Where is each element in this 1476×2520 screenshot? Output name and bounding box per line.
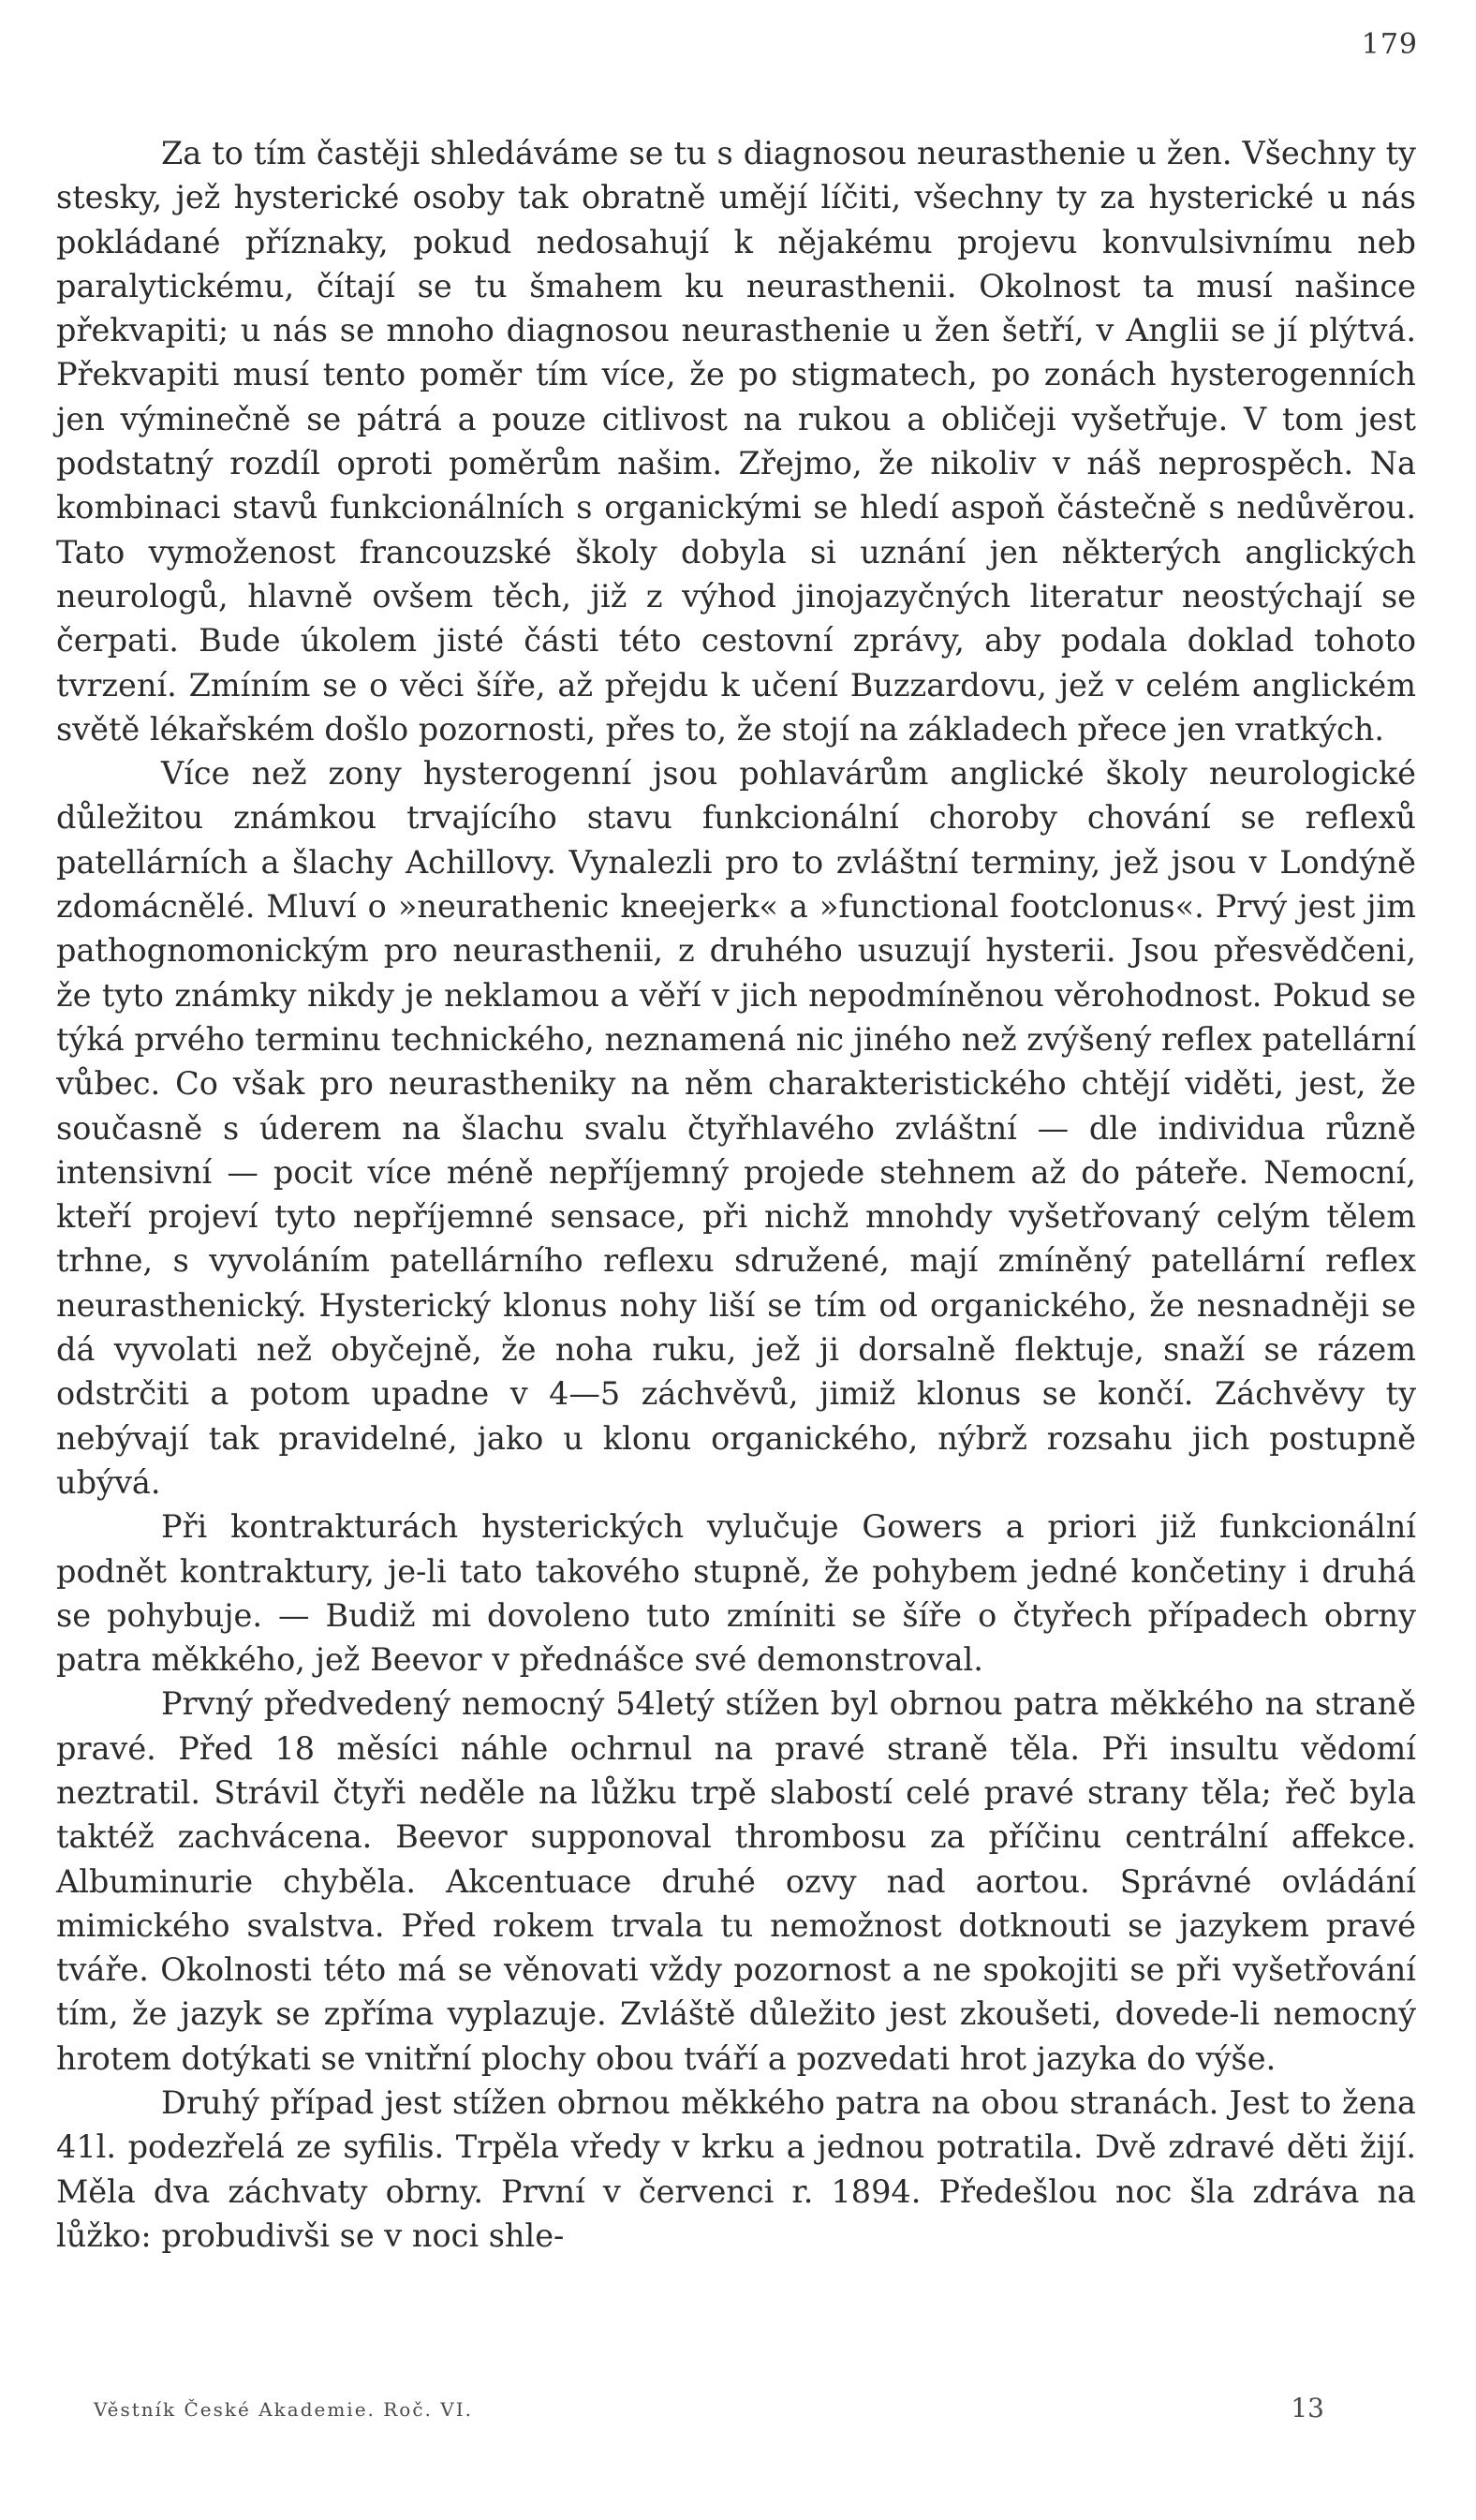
page-footer bbox=[94, 2393, 1405, 2436]
printer-signature-mark: 13 bbox=[1291, 2393, 1324, 2424]
body-text bbox=[56, 131, 1416, 2258]
paragraph: Při kontrakturách hysterických vylučuje Gowers a priori již funkcionální podnět kontraktury, je-li tato takového stupně, že pohybem jedné končetiny i druhá se pohybuje. — Budiž mi dovoleno tuto zmíniti se šíře o čtyřech případech obrny patra měkkého, jež Beevor v přednášce své demonstroval. bbox=[56, 1508, 1416, 1679]
journal-title: Věstník České Akademie. Roč. VI. bbox=[94, 2398, 473, 2421]
page-number: 179 bbox=[1361, 28, 1418, 61]
paragraph: Prvný předvedený nemocný 54letý stížen byl obrnou patra měkkého na straně pravé. Před 18 měsíci náhle ochrnul na pravé straně těla. Při insultu vědomí neztratil. Strávil čtyři neděle na lůžku trpě slabostí celé pravé strany těla; řeč byla taktéž zachvácena. Beevor supponoval thrombosu za příčinu centrální affekce. Albuminurie chyběla. Akcentuace druhé ozvy nad aortou. Správné ovládání mimického svalstva. Před rokem trvala tu nemožnost dotknouti se jazykem pravé tváře. Okolnosti této má se věnovati vždy pozornost a ne spokojiti se při vyšetřování tím, že jazyk se zpříma vyplazuje. Zvláště důležito jest zkoušeti, dovede-li nemocný hrotem dotýkati se vnitřní plochy obou tváří a pozvedati hrot jazyka do výše. bbox=[56, 1685, 1416, 2077]
paragraph: Za to tím častěji shledáváme se tu s diagnosou neurasthenie u žen. Všechny ty stesky, jež hysterické osoby tak obratně umějí líčiti, všechny ty za hysterické u nás pokládané příznaky, pokud nedosahují k nějakému projevu konvulsivnímu neb paralytickému, čítají se tu šmahem ku neurasthenii. Okolnost ta musí našince překvapiti; u nás se mnoho diagnosou neurasthenie u žen šetří, v Anglii se jí plýtvá. Překvapiti musí tento poměr tím více, že po stigmatech, po zonách hysterogenních jen výminečně se pátrá a pouze citlivost na rukou a obličeji vyšetřuje. V tom jest podstatný rozdíl oproti poměrům našim. Zřejmo, že nikoliv v náš neprospěch. Na kombinaci stavů funkcionálních s organickými se hledí aspoň částečně s nedůvěrou. Tato vymoženost francouzské školy dobyla si uznání jen některých anglických neurologů, hlavně ovšem těch, již z výhod jinojazyčných literatur neostýchají se čerpati. Bude úkolem jisté části této cestovní zprávy, aby podala doklad tohoto tvrzení. Zmíním se o věci šíře, až přejdu k učení Buzzardovu, jež v celém anglickém světě lékařském došlo pozornosti, přes to, že stojí na základech přece jen vratkých. bbox=[56, 135, 1416, 748]
paragraph: Více než zony hysterogenní jsou pohlavárům anglické školy neurologické důležitou známkou trvajícího stavu funkcionální choroby chování se reflexů patellárních a šlachy Achillovy. Vynalezli pro to zvláštní terminy, jež jsou v Londýně zdomácnělé. Mluví o »neurathenic kneejerk« a »functional footclonus«. Prvý jest jim pathognomonickým pro neurasthenii, z druhého usuzují hysterii. Jsou přesvědčeni, že tyto známky nikdy je neklamou a věří v jich nepodmíněnou věrohodnost. Pokud se týká prvého terminu technického, neznamená nic jiného než zvýšený reflex patellární vůbec. Co však pro neurastheniky na něm charakteristického chtějí viděti, jest, že současně s úderem na šlachu svalu čtyřhlavého zvláštní — dle individua různě intensivní — pocit více méně nepříjemný projede stehnem až do páteře. Nemocní, kteří projeví tyto nepříjemné sensace, při nichž mnohdy vyšetřovaný celým tělem trhne, s vyvoláním patellárního reflexu sdružené, mají zmíněný patellární reflex neurasthenický. Hysterický klonus nohy liší se tím od organického, že nesnadněji se dá vyvolati než obyčejně, že noha ruku, jež ji dorsalně flektuje, snaží se rázem odstrčiti a potom upadne v 4—5 záchvěvů, jimiž klonus se končí. Záchvěvy ty nebývají tak pravidelné, jako u klonu organického, nýbrž rozsahu jich postupně ubývá. bbox=[56, 755, 1416, 1501]
paragraph: Druhý případ jest stížen obrnou měkkého patra na obou stranách. Jest to žena 41l. podezřelá ze syfilis. Trpěla vředy v krku a jednou potratila. Dvě zdravé děti žijí. Měla dva záchvaty obrny. První v červenci r. 1894. Předešlou noc šla zdráva na lůžko: probudivši se v noci shle- bbox=[56, 2084, 1416, 2254]
